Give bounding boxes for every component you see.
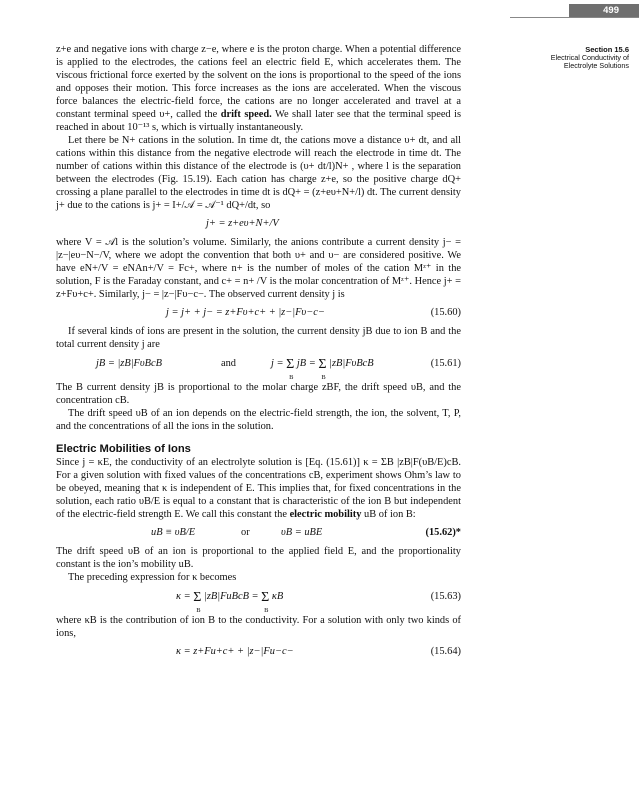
- sum-symbol: Σ B: [286, 357, 295, 381]
- paragraph-1-text: z+e and negative ions with charge z−e, where e is the proton charge. When a potential difference is applied to the electrodes, the cations feel an electric field E, which accelerates them. The viscous frictional force exerted by the solvent on the ions is proportional to the speed of the ions and opposes their motion. This force increases as the ions are accelerated. When the viscous force balances the electric-field force, the cations are no longer accelerated and travel at a constant terminal speed υ+, called the: [56, 44, 461, 120]
- sum-symbol: Σ B: [318, 357, 327, 381]
- equation-15-61-number: (15.61): [430, 358, 461, 369]
- equation-15-62-right: υB = uBE: [281, 527, 323, 538]
- paragraph-7-text: Since j = κE, the conductivity of an electrolyte solution is [Eq. (15.61)] κ = ΣB |zB|F(υB/E)cB. For a given solution with fixed values of the concentrations cB, experiment shows Ohm’s law to be obeyed, meaning that κ is independent of E. This implies that, for fixed concentrations in the solution, each ratio υB/E is equal to a constant that is characteristic of the ion B but independent of the electric-field strength E. We call this constant the: [56, 457, 461, 520]
- paragraph-1: [56, 43, 461, 134]
- paragraph-8: The drift speed υB of an ion is proportional to the applied field E, and the proportionality constant is the ion’s mobility uB.: [56, 546, 461, 570]
- equation-15-61-and: and: [221, 358, 237, 369]
- header-rule: [510, 17, 639, 18]
- equation-15-62-left: uB ≡ υB/E: [151, 527, 196, 538]
- section-heading: Electric Mobilities of Ions: [56, 443, 191, 455]
- paragraph-5: The B current density jB is proportional to the molar charge zBF, the drift speed υB, and the concentration cB.: [56, 382, 461, 406]
- sum-symbol: Σ B: [261, 590, 270, 614]
- section-title-line2: Electrolyte Solutions: [563, 61, 629, 71]
- page-number: 499: [569, 4, 639, 17]
- paragraph-6: The drift speed υB of an ion depends on the electric-field strength, the ion, the solvent, T, P, and the concentrations of all the ions in the solution.: [56, 408, 461, 432]
- equation-15-64-number: (15.64): [430, 646, 461, 657]
- equation-15-64: [56, 640, 461, 664]
- equation-15-63-number: (15.63): [430, 591, 461, 602]
- section-title-line1: Electrical Conductivity of: [550, 53, 629, 63]
- equation-15-61-left: jB = |zB|FυBcB: [96, 358, 162, 369]
- sum-symbol: Σ B: [193, 590, 202, 614]
- main-text-column: [56, 43, 461, 664]
- equation-15-62-number: (15.62)*: [425, 527, 461, 538]
- section-number: Section 15.6: [585, 45, 629, 54]
- equation-15-60: [56, 301, 461, 325]
- equation-15-63: [56, 584, 461, 614]
- paragraph-3: where V = 𝒜l is the solution’s volume. Similarly, the anions contribute a current density j− = |z−|eυ−N−/V, where we adopt the convention that both υ+ and υ− are considered positive. We have eN+/V = eNAn+/V = Fc+, where n+ is the number of moles of the cation Mᶻ⁺ in the solution, F is the Faraday constant, and c+ = n+ /V is the molar concentration of Mᶻ⁺. Hence j+ = z+Fυ+c+. Similarly, j− = |z−|Fυ−c−. The observed current density j is: [56, 237, 461, 300]
- equation-15-62-or: or: [241, 527, 250, 538]
- term-drift-speed: drift speed.: [220, 109, 272, 120]
- equation-15-62: [56, 521, 461, 545]
- paragraph-7-tail: uB of ion B:: [364, 509, 416, 520]
- equation-15-61: [56, 351, 461, 381]
- equation-j-plus-body: j+ = z+eυ+N+/V: [206, 218, 279, 229]
- equation-15-60-body: j = j+ + j− = z+Fυ+c+ + |z−|Fυ−c−: [166, 307, 325, 318]
- paragraph-2: Let there be N+ cations in the solution. In time dt, the cations move a distance υ+ dt, and all cations within this distance from the negative electrode will reach the electrode in time dt. The number of cations within this distance of the electrode is (υ+ dt/l)N+ , where l is the separation between the electrodes (Fig. 15.19). Each cation has charge z+e, so the positive charge dQ+ crossing a plane parallel to the electrodes in time dt is dQ+ = (z+eυ+N+/l) dt. The current density j+ due to the cations is j+ = I+/𝒜 = 𝒜⁻¹ dQ+/dt, so: [56, 135, 461, 211]
- equation-15-60-number: (15.60): [430, 307, 461, 318]
- equation-15-61-right: j = Σ B jB = Σ B |zB|FυBcB: [271, 351, 374, 378]
- equation-j-plus: [56, 212, 461, 236]
- paragraph-1-tail: We shall later see that the terminal speed is reached in about 10⁻¹³ s, which is virtually instantaneously.: [56, 109, 462, 133]
- section-sidebar: [504, 46, 629, 71]
- paragraph-10: where κB is the contribution of ion B to the conductivity. For a solution with only two kinds of ions,: [56, 615, 461, 639]
- equation-15-63-body: κ = Σ B |zB|FuBcB = Σ B κB: [176, 584, 283, 611]
- equation-15-64-body: κ = z+Fu+c+ + |z−|Fu−c−: [176, 646, 294, 657]
- paragraph-9: The preceding expression for κ becomes: [68, 572, 237, 583]
- paragraph-7: [56, 456, 461, 521]
- paragraph-4: If several kinds of ions are present in the solution, the current density jB due to ion B and the total current density j are: [56, 326, 461, 350]
- term-electric-mobility: electric mobility: [289, 509, 362, 520]
